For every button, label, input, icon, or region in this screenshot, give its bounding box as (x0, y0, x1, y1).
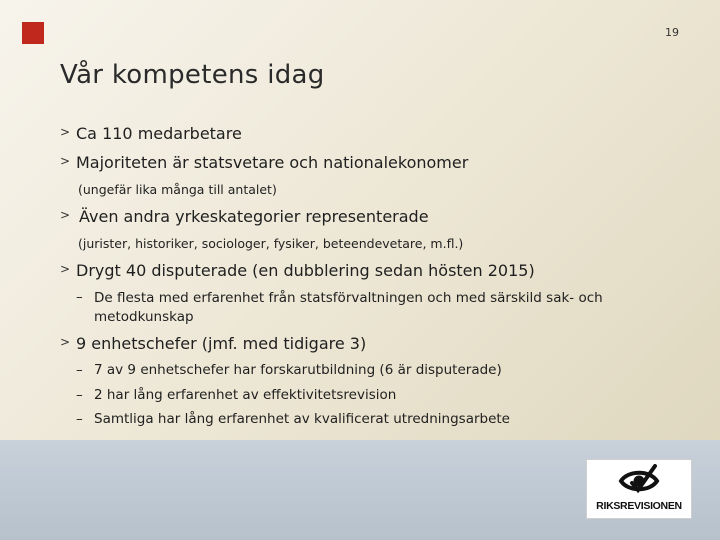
slide-title: Vår kompetens idag (60, 60, 325, 90)
dash-marker: – (76, 387, 83, 403)
sub-bullet-text: De flesta med erfarenhet från statsförvaltningen och med särskild sak- och metodkunskap (94, 290, 603, 325)
bullet-text: Drygt 40 disputerade (en dubblering sedan hösten 2015) (76, 261, 535, 280)
dash-marker: – (76, 411, 83, 427)
chevron-right-icon: > (60, 125, 71, 139)
chevron-right-icon: > (60, 335, 71, 349)
sub-bullet-text: 2 har lång erfarenhet av effektivitetsrevision (94, 387, 397, 403)
dash-marker: – (76, 289, 83, 305)
chevron-right-icon: > (60, 208, 71, 222)
sub-bullet-text: Samtliga har lång erfarenhet av kvalificerat utredningsarbete (94, 411, 510, 427)
bullet-text: Majoriteten är statsvetare och nationalekonomer (76, 153, 469, 172)
bullet-note: (jurister, historiker, sociologer, fysiker, beteendevetare, m.fl.) (78, 236, 464, 251)
sub-bullet-text: 7 av 9 enhetschefer har forskarutbildning (6 är disputerade) (94, 362, 502, 378)
chevron-right-icon: > (60, 154, 71, 168)
riksrevisionen-logo (586, 459, 692, 519)
red-square-decoration (22, 22, 44, 44)
chevron-right-icon: > (60, 262, 71, 276)
bullet-text: Även andra yrkeskategorier representerade (79, 207, 429, 226)
sub-bullet-item (76, 289, 636, 327)
page-number: 19 (665, 26, 679, 39)
bullet-text: 9 enhetschefer (jmf. med tidigare 3) (76, 334, 367, 353)
riksrevisionen-eye-icon (618, 464, 660, 498)
dash-marker: – (76, 362, 83, 378)
logo-text: RIKSREVISIONEN (596, 500, 682, 512)
bullet-note: (ungefär lika många till antalet) (78, 182, 277, 197)
bullet-text: Ca 110 medarbetare (76, 124, 242, 143)
